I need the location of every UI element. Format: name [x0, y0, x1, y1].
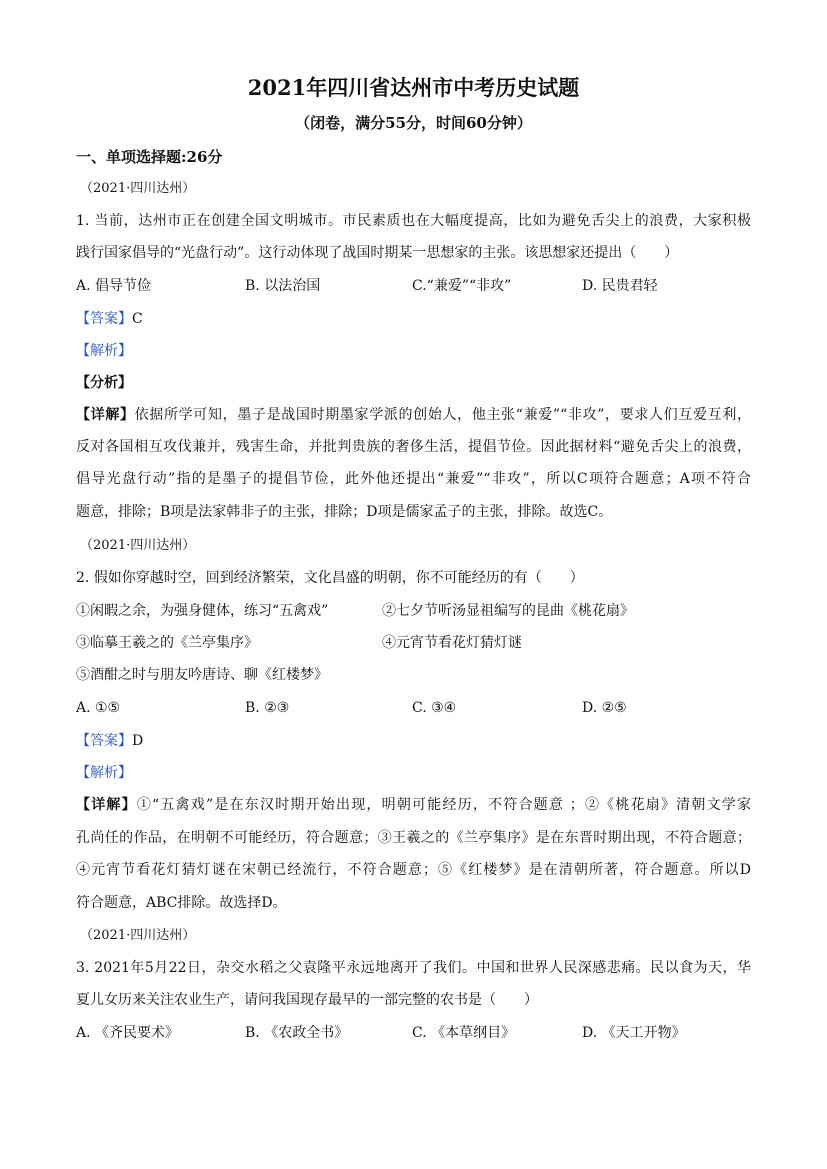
q1-detail-line-2: 反对各国相互攻伐兼并，残害生命，并批判贵族的奢侈生活，提倡节俭。因此据材料“避免舌尖上的浪费，: [76, 439, 751, 455]
q2-answer-value: D: [132, 733, 144, 749]
q1-answer-value: C: [132, 311, 143, 327]
q3-option-b: B. 《农政全书》: [245, 1025, 349, 1041]
q2-item-2: ②七夕节听汤显祖编写的昆曲《桃花扇》: [382, 603, 634, 619]
q2-detail-text-1: ①“五禽戏”是在东汉时期开始出现，明朝可能经历，不符合题意 ；②《桃花扇》清朝文学家: [136, 797, 752, 813]
q2-source: （2021·四川达州）: [80, 538, 196, 553]
q2-detail-line-4: 符合题意，ABC排除。故选择D。: [76, 895, 287, 911]
q1-stem-line-2: 践行国家倡导的“光盘行动”。这行动体现了战国时期某一思想家的主张。该思想家还提出（ ）: [76, 245, 679, 261]
q1-detail-line-3: 倡导光盘行动”指的是墨子的提倡节俭，此外他还提出“兼爱”“非攻”，所以C项符合题意；A项不符合: [76, 471, 751, 487]
answer-label: 【答案】: [76, 733, 132, 749]
q2-detail-line-1: [76, 795, 751, 815]
q1-detail-text-1: 依据所学可知，墨子是战国时期墨家学派的创始人，他主张“兼爱”“非攻”，要求人们互爱互利，: [134, 407, 751, 423]
q2-analysis-label: 【解析】: [76, 765, 132, 781]
q2-detail-line-2: 孔尚任的作品，在明朝不可能经历，符合题意；③王羲之的《兰亭集序》是在东晋时期出现，不符合题意；: [76, 830, 751, 846]
detail-label: 【详解】: [76, 797, 137, 813]
page-title: 2021年四川省达州市中考历史试题: [247, 75, 580, 100]
section-heading: 一、单项选择题:26分: [76, 148, 223, 166]
q3-option-d: D. 《天工开物》: [582, 1025, 686, 1041]
q3-stem-line-1: 3. 2021年5月22日，杂交水稻之父袁隆平永远地离开了我们。中国和世界人民深感悲痛。民以食为天，华: [76, 960, 751, 976]
q1-analysis-label: 【解析】: [76, 343, 132, 359]
q1-option-a: A. 倡导节俭: [76, 278, 152, 294]
q2-option-a: A. ①⑤: [76, 700, 121, 716]
q1-stem-line-1: 1. 当前，达州市正在创建全国文明城市。市民素质也在大幅度提高，比如为避免舌尖上的浪费，大家积极: [76, 213, 751, 229]
q2-stem: 2. 假如你穿越时空，回到经济繁荣，文化昌盛的明朝，你不可能经历的有（ ）: [76, 570, 584, 586]
q3-option-c: C. 《本草纲目》: [412, 1025, 516, 1041]
answer-label: 【答案】: [76, 311, 132, 327]
detail-label: 【详解】: [76, 407, 135, 423]
q1-option-d: D. 民贵君轻: [582, 278, 658, 294]
q2-answer: [76, 731, 143, 751]
q1-detail-line-4: 题意，排除；B项是法家韩非子的主张，排除；D项是儒家孟子的主张，排除。故选C。: [76, 504, 613, 520]
q2-option-b: B. ②③: [245, 700, 290, 716]
q2-detail-line-3: ④元宵节看花灯猜灯谜在宋朝已经流行，不符合题意；⑤《红楼梦》是在清朝所著，符合题意。所以D: [76, 862, 751, 878]
page-subtitle: （闭卷，满分55分，时间60分钟）: [295, 114, 532, 132]
q2-item-1: ①闲暇之余，为强身健体，练习“五禽戏”: [76, 603, 329, 619]
q1-answer: [76, 309, 143, 329]
q2-option-c: C. ③④: [412, 700, 457, 716]
q3-stem-line-2: 夏儿女历来关注农业生产，请问我国现存最早的一部完整的农书是（ ）: [76, 992, 538, 1008]
q1-option-b: B. 以法治国: [245, 278, 321, 294]
q2-item-4: ④元宵节看花灯猜灯谜: [382, 635, 522, 651]
q2-item-3: ③临摹王羲之的《兰亭集序》: [76, 635, 258, 651]
q3-option-a: A. 《齐民要术》: [76, 1025, 180, 1041]
q1-source: （2021·四川达州）: [80, 181, 196, 196]
q3-source: （2021·四川达州）: [80, 928, 196, 943]
q2-item-5: ⑤酒酣之时与朋友吟唐诗、聊《红楼梦》: [76, 667, 328, 683]
q1-detail-line-1: [76, 405, 751, 425]
q1-option-c: C.“兼爱”“非攻”: [412, 278, 512, 294]
q1-fenxi-label: 【分析】: [76, 375, 132, 391]
q2-option-d: D. ②⑤: [582, 700, 627, 716]
